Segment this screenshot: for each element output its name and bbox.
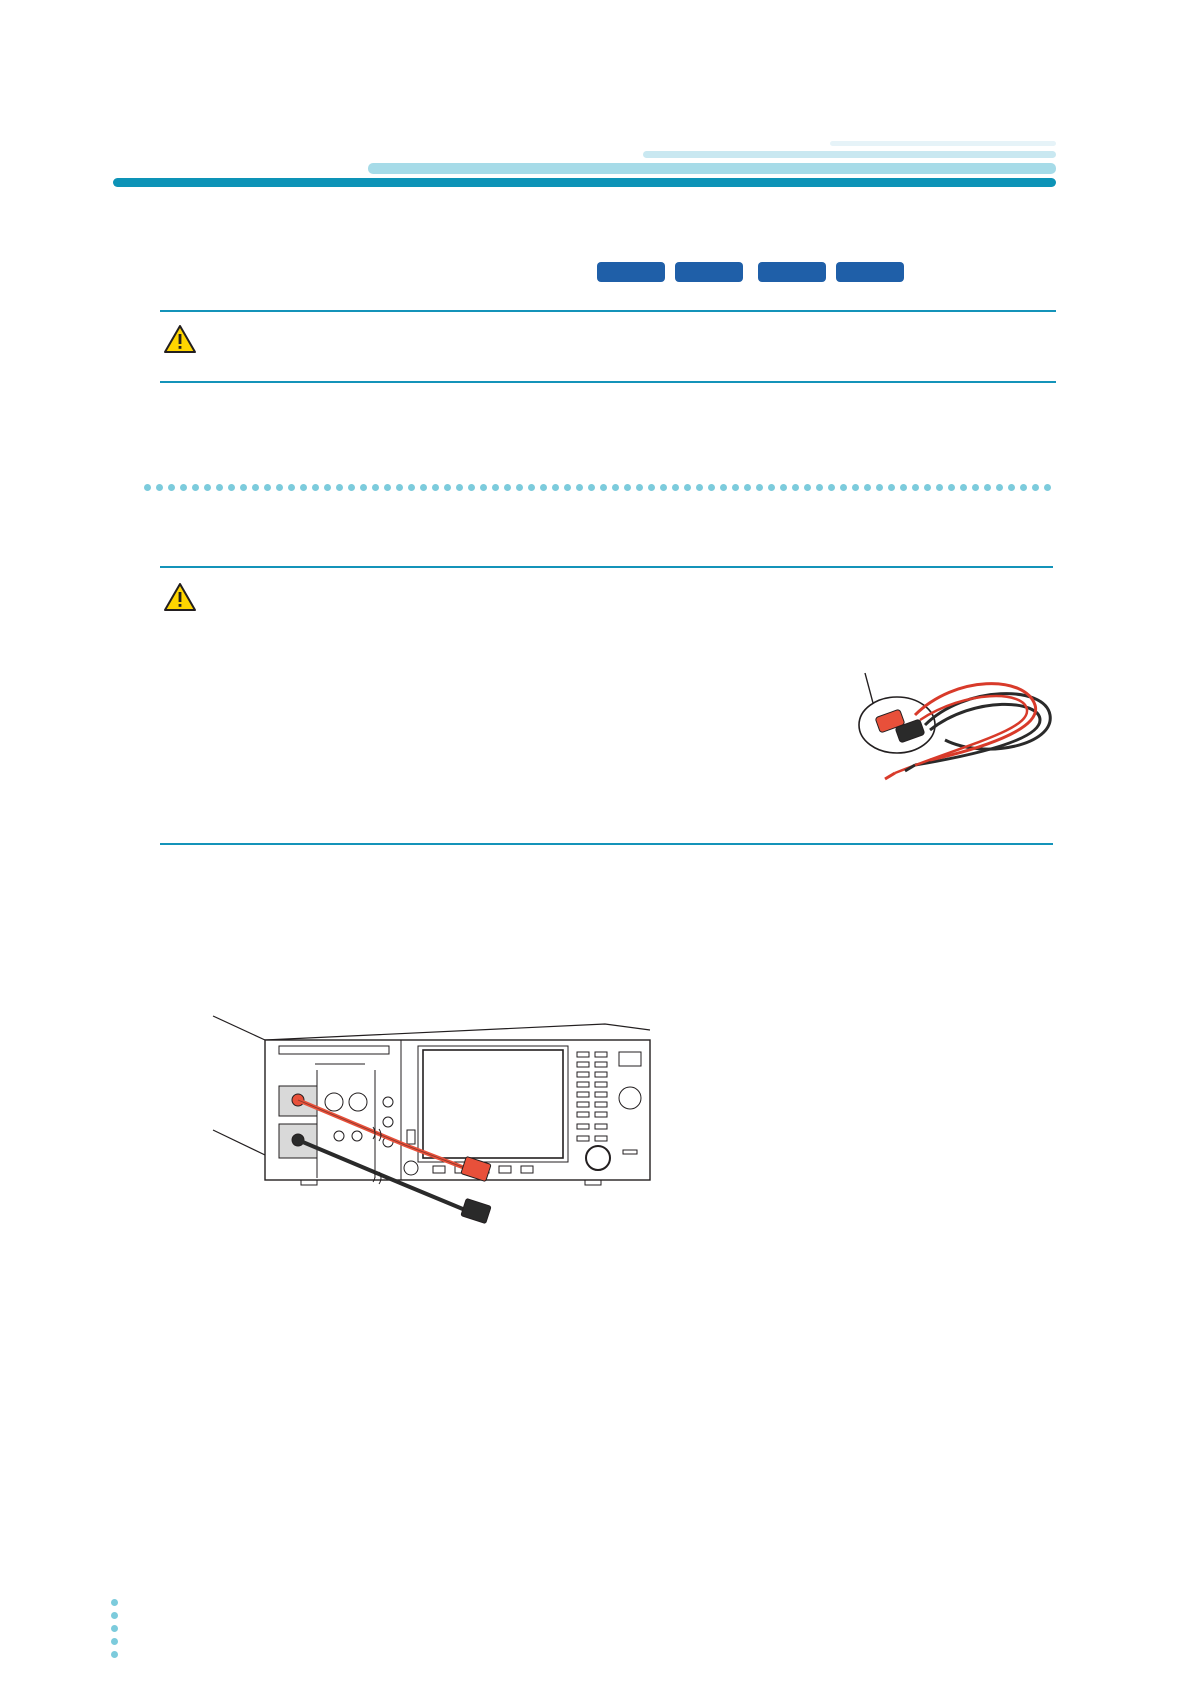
divider-dot	[468, 484, 475, 491]
divider-dot	[936, 484, 943, 491]
page-edge-dot	[111, 1625, 118, 1632]
divider-dot	[144, 484, 151, 491]
divider-dot	[360, 484, 367, 491]
divider-dot	[288, 484, 295, 491]
page-edge-dot	[111, 1651, 118, 1658]
instrument-connection-figure	[205, 1010, 655, 1260]
divider-dot	[636, 484, 643, 491]
divider-dot	[684, 484, 691, 491]
divider-dot	[816, 484, 823, 491]
divider-dot	[852, 484, 859, 491]
divider-dot	[624, 484, 631, 491]
divider-dot	[996, 484, 1003, 491]
divider-dot	[492, 484, 499, 491]
divider-dot	[480, 484, 487, 491]
divider-dot	[1008, 484, 1015, 491]
divider-dot	[984, 484, 991, 491]
divider-dot	[600, 484, 607, 491]
divider-dot	[588, 484, 595, 491]
warning-box-1-bottom-rule	[160, 381, 1056, 383]
divider-dot	[300, 484, 307, 491]
divider-dot	[720, 484, 727, 491]
model-badge-3	[758, 262, 826, 282]
divider-dot	[504, 484, 511, 491]
divider-dot	[204, 484, 211, 491]
divider-dot	[960, 484, 967, 491]
divider-dot	[660, 484, 667, 491]
divider-dot	[228, 484, 235, 491]
warning-box-1-top-rule	[160, 310, 1056, 312]
divider-dot	[324, 484, 331, 491]
divider-dot	[348, 484, 355, 491]
divider-dot	[864, 484, 871, 491]
divider-dot	[876, 484, 883, 491]
page-edge-dot	[111, 1612, 118, 1619]
divider-dot	[648, 484, 655, 491]
divider-dot	[756, 484, 763, 491]
divider-dot	[408, 484, 415, 491]
divider-dot	[312, 484, 319, 491]
header-bar-3	[643, 151, 1056, 158]
warning-triangle-icon	[163, 582, 197, 612]
test-lead-set-figure	[855, 665, 1055, 785]
divider-dot	[444, 484, 451, 491]
divider-dot	[156, 484, 163, 491]
divider-dot	[420, 484, 427, 491]
page-edge-dot	[111, 1599, 118, 1606]
divider-dot	[744, 484, 751, 491]
callout-leader-line	[865, 673, 873, 703]
divider-dot	[612, 484, 619, 491]
divider-dot	[276, 484, 283, 491]
divider-dot	[432, 484, 439, 491]
divider-dot	[516, 484, 523, 491]
divider-dot	[780, 484, 787, 491]
divider-dot	[828, 484, 835, 491]
divider-dot	[456, 484, 463, 491]
divider-dot	[252, 484, 259, 491]
divider-dot	[732, 484, 739, 491]
divider-dot	[180, 484, 187, 491]
divider-dot	[948, 484, 955, 491]
divider-dot	[372, 484, 379, 491]
divider-dot	[768, 484, 775, 491]
instrument-display	[423, 1050, 563, 1158]
divider-dot	[972, 484, 979, 491]
divider-dot	[552, 484, 559, 491]
rotary-knob	[586, 1146, 610, 1170]
header-bar-4	[830, 141, 1056, 146]
divider-dot	[924, 484, 931, 491]
divider-dot	[900, 484, 907, 491]
divider-dot	[672, 484, 679, 491]
divider-dot	[696, 484, 703, 491]
divider-dot	[576, 484, 583, 491]
divider-dot	[384, 484, 391, 491]
divider-dot	[912, 484, 919, 491]
divider-dot	[888, 484, 895, 491]
divider-dot	[708, 484, 715, 491]
divider-dot	[540, 484, 547, 491]
divider-dot	[840, 484, 847, 491]
divider-dot	[528, 484, 535, 491]
divider-dot	[804, 484, 811, 491]
divider-dot	[240, 484, 247, 491]
header-bar-main	[113, 178, 1056, 187]
divider-dot	[1032, 484, 1039, 491]
warning-box-2-top-rule	[160, 566, 1053, 568]
divider-dot	[216, 484, 223, 491]
divider-dot	[396, 484, 403, 491]
model-badge-4	[836, 262, 904, 282]
model-badge-2	[675, 262, 743, 282]
page-edge-dot	[111, 1638, 118, 1645]
divider-dot	[564, 484, 571, 491]
divider-dot	[1020, 484, 1027, 491]
divider-dot	[264, 484, 271, 491]
header-bar-2	[368, 163, 1056, 174]
divider-dot	[336, 484, 343, 491]
warning-box-2-bottom-rule	[160, 843, 1053, 845]
divider-dot	[1044, 484, 1051, 491]
divider-dot	[192, 484, 199, 491]
divider-dot	[168, 484, 175, 491]
warning-triangle-icon	[163, 324, 197, 354]
section-dotted-divider	[140, 484, 1060, 492]
model-badge-1	[597, 262, 665, 282]
divider-dot	[792, 484, 799, 491]
